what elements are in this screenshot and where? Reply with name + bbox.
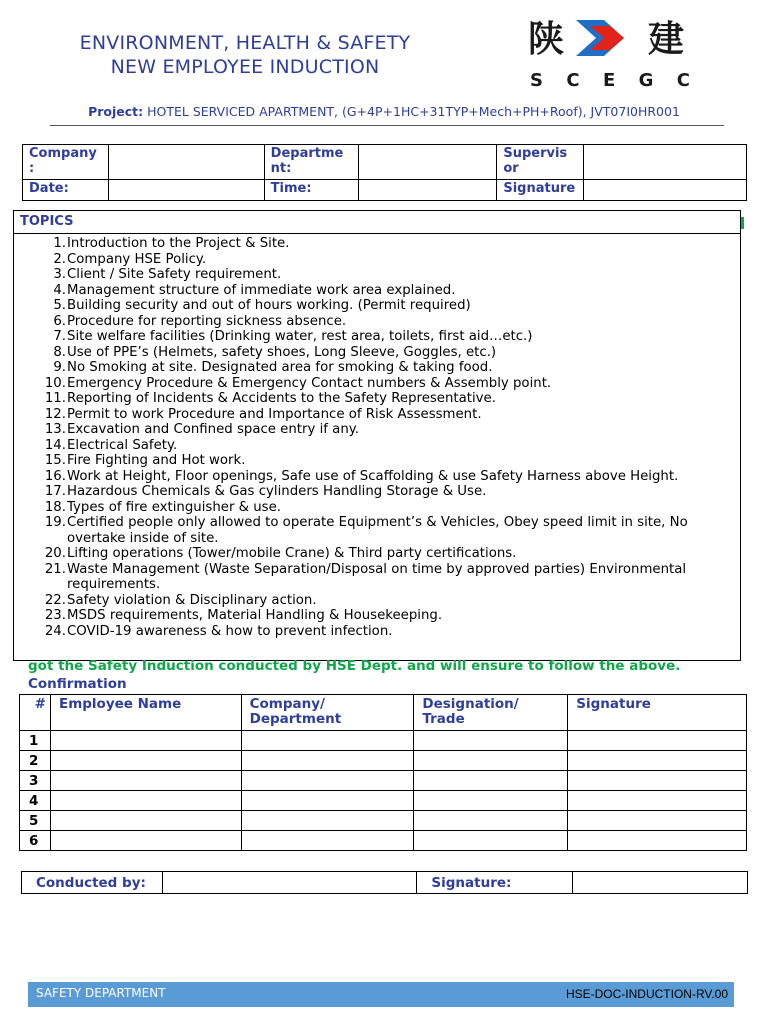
company-cell[interactable] bbox=[241, 811, 414, 831]
topic-number: 11. bbox=[44, 391, 66, 406]
topic-number: 9. bbox=[53, 360, 66, 375]
company-logo bbox=[528, 10, 693, 96]
table-row bbox=[20, 771, 747, 791]
topic-item bbox=[14, 515, 732, 546]
logo-letter: C bbox=[676, 70, 690, 91]
employee-name-cell[interactable] bbox=[50, 811, 241, 831]
time-field[interactable] bbox=[358, 180, 497, 201]
topic-number: 22. bbox=[44, 592, 66, 608]
topic-text: Types of fire extinguisher & use. bbox=[67, 499, 281, 515]
employee-name-cell[interactable] bbox=[50, 791, 241, 811]
topic-item bbox=[14, 593, 732, 609]
topic-text: Certified people only allowed to operate Equipment’s & Vehicles, Obey speed limit in site, No overtake inside of site. bbox=[67, 515, 688, 546]
logo-letter: S bbox=[530, 70, 543, 91]
signature-cell[interactable] bbox=[568, 831, 747, 851]
topic-item bbox=[14, 500, 732, 516]
supervisor-label: Supervis or bbox=[497, 145, 584, 180]
row-number: 3 bbox=[20, 771, 51, 791]
logo-chevron-icon bbox=[572, 12, 642, 64]
header-divider bbox=[50, 125, 724, 126]
company-cell[interactable] bbox=[241, 731, 414, 751]
topic-number: 14. bbox=[44, 437, 66, 453]
topic-number: 16. bbox=[44, 468, 66, 484]
time-label: Time: bbox=[264, 180, 358, 201]
column-header-signature: Signature bbox=[568, 695, 747, 731]
topic-text: Management structure of immediate work area explained. bbox=[67, 282, 456, 298]
signature-cell[interactable] bbox=[568, 811, 747, 831]
topic-number: 21. bbox=[44, 561, 66, 577]
project-label: Project: bbox=[88, 104, 144, 119]
topic-number: 7. bbox=[53, 329, 66, 344]
topic-number: 24. bbox=[44, 623, 66, 639]
row-number: 5 bbox=[20, 811, 51, 831]
topic-number: 19. bbox=[44, 515, 66, 530]
employee-name-cell[interactable] bbox=[50, 831, 241, 851]
logo-letter: C bbox=[566, 70, 580, 91]
logo-letter: G bbox=[638, 70, 654, 91]
topic-text: Emergency Procedure & Emergency Contact numbers & Assembly point. bbox=[67, 375, 552, 391]
topic-item bbox=[14, 376, 732, 392]
topics-heading: TOPICS bbox=[14, 211, 740, 234]
topic-text: Site welfare facilities (Drinking water, rest area, toilets, first aid…etc.) bbox=[67, 329, 533, 344]
topic-item bbox=[14, 407, 732, 423]
employee-name-cell[interactable] bbox=[50, 751, 241, 771]
conductor-signature-label: Signature: bbox=[417, 872, 573, 894]
logo-chinese-right: 建 bbox=[648, 19, 685, 60]
topic-number: 23. bbox=[44, 608, 66, 623]
topic-number: 3. bbox=[53, 267, 66, 282]
topics-list bbox=[14, 234, 740, 639]
topic-text: Electrical Safety. bbox=[67, 437, 178, 453]
topic-item bbox=[14, 438, 732, 454]
company-cell[interactable] bbox=[241, 831, 414, 851]
topic-text: Safety violation & Disciplinary action. bbox=[67, 592, 317, 608]
company-label: Company : bbox=[23, 145, 109, 180]
date-field[interactable] bbox=[108, 180, 264, 201]
topic-number: 13. bbox=[44, 422, 66, 437]
topic-item bbox=[14, 484, 732, 500]
row-number: 6 bbox=[20, 831, 51, 851]
topic-text: Hazardous Chemicals & Gas cylinders Handling Storage & Use. bbox=[67, 484, 487, 499]
logo-latin-letters bbox=[530, 70, 690, 91]
topic-number: 20. bbox=[44, 546, 66, 561]
company-field[interactable] bbox=[108, 145, 264, 180]
topic-text: Use of PPE’s (Helmets, safety shoes, Long Sleeve, Goggles, etc.) bbox=[67, 344, 497, 360]
company-cell[interactable] bbox=[241, 771, 414, 791]
column-header-number: # bbox=[20, 695, 51, 731]
table-row bbox=[20, 791, 747, 811]
topic-item bbox=[14, 546, 732, 562]
department-field[interactable] bbox=[358, 145, 497, 180]
topics-box bbox=[13, 210, 741, 661]
row-number: 2 bbox=[20, 751, 51, 771]
project-value: HOTEL SERVICED APARTMENT, (G+4P+1HC+31TYP+Mech+PH+Roof), JVT07I0HR001 bbox=[147, 104, 680, 119]
logo-chinese-left: 陕 bbox=[528, 19, 565, 60]
designation-cell[interactable] bbox=[414, 791, 568, 811]
footer-doc-code: HSE-DOC-INDUCTION-RV.00 bbox=[565, 987, 728, 1001]
topic-number: 8. bbox=[53, 344, 66, 360]
topic-item bbox=[14, 267, 732, 283]
employee-name-cell[interactable] bbox=[50, 771, 241, 791]
employee-rows bbox=[20, 731, 747, 851]
topic-item bbox=[14, 252, 732, 268]
topic-number: 2. bbox=[53, 251, 66, 267]
topic-number: 15. bbox=[44, 453, 66, 468]
topic-item bbox=[14, 391, 732, 407]
induction-info-form bbox=[22, 144, 747, 201]
column-header-employee-name: Employee Name bbox=[50, 695, 241, 731]
topic-item bbox=[14, 298, 732, 314]
topic-item bbox=[14, 360, 732, 376]
topic-item bbox=[14, 624, 732, 640]
topic-item bbox=[14, 562, 732, 593]
topic-number: 12. bbox=[44, 406, 66, 422]
table-row bbox=[20, 731, 747, 751]
signature-cell[interactable] bbox=[568, 731, 747, 751]
employee-signature-table bbox=[19, 694, 747, 851]
topic-text: Lifting operations (Tower/mobile Crane) & Third party certifications. bbox=[67, 546, 517, 561]
conducted-by-table bbox=[21, 871, 748, 894]
row-number: 4 bbox=[20, 791, 51, 811]
topic-text: Excavation and Confined space entry if any. bbox=[67, 422, 359, 437]
topic-text: Client / Site Safety requirement. bbox=[67, 267, 282, 282]
page-footer bbox=[28, 982, 734, 1007]
employee-name-cell[interactable] bbox=[50, 731, 241, 751]
conductor-signature-field[interactable] bbox=[573, 872, 748, 894]
topic-item bbox=[14, 329, 732, 345]
signature-cell[interactable] bbox=[568, 771, 747, 791]
column-header-designation: Designation/ Trade bbox=[414, 695, 568, 731]
topic-item bbox=[14, 469, 732, 485]
footer-department: SAFETY DEPARTMENT bbox=[36, 986, 166, 1000]
topic-text: Permit to work Procedure and Importance of Risk Assessment. bbox=[67, 406, 482, 422]
topic-number: 17. bbox=[44, 484, 66, 499]
topic-number: 10. bbox=[44, 375, 66, 391]
table-row bbox=[20, 751, 747, 771]
signature-cell[interactable] bbox=[568, 751, 747, 771]
topic-text: Fire Fighting and Hot work. bbox=[67, 453, 246, 468]
topic-text: Procedure for reporting sickness absence. bbox=[67, 313, 347, 329]
topic-text: Work at Height, Floor openings, Safe use of Scaffolding & use Safety Harness above Height. bbox=[67, 468, 679, 484]
signature-label: Signature bbox=[497, 180, 584, 201]
topic-item bbox=[14, 345, 732, 361]
department-label: Departme nt: bbox=[264, 145, 358, 180]
topic-item bbox=[14, 453, 732, 469]
signature-cell[interactable] bbox=[568, 791, 747, 811]
conducted-by-field[interactable] bbox=[162, 872, 416, 894]
topic-item bbox=[14, 422, 732, 438]
green-mark bbox=[741, 217, 744, 229]
project-line bbox=[0, 104, 768, 119]
table-row bbox=[20, 811, 747, 831]
topic-text: No Smoking at site. Designated area for smoking & taking food. bbox=[67, 360, 493, 375]
topic-item bbox=[14, 608, 732, 624]
document-title-line2: NEW EMPLOYEE INDUCTION bbox=[110, 56, 380, 78]
topic-text: Reporting of Incidents & Accidents to the Safety Representative. bbox=[67, 391, 496, 406]
topic-text: Introduction to the Project & Site. bbox=[67, 236, 290, 251]
column-header-company: Company/ Department bbox=[241, 695, 414, 731]
confirmation-statement: got the Safety Induction conducted by HSE Dept. and will ensure to follow the above. bbox=[28, 658, 681, 674]
topic-text: Company HSE Policy. bbox=[67, 251, 207, 267]
row-number: 1 bbox=[20, 731, 51, 751]
designation-cell[interactable] bbox=[414, 831, 568, 851]
document-title-line1: ENVIRONMENT, HEALTH & SAFETY bbox=[79, 32, 411, 54]
date-label: Date: bbox=[23, 180, 109, 201]
topic-number: 1. bbox=[53, 236, 66, 251]
company-cell[interactable] bbox=[241, 751, 414, 771]
logo-letter: E bbox=[602, 70, 616, 91]
topic-item bbox=[14, 236, 732, 252]
confirmation-label: Confirmation bbox=[28, 676, 127, 692]
supervisor-field[interactable] bbox=[584, 145, 747, 180]
topic-text: Building security and out of hours working. (Permit required) bbox=[67, 298, 471, 313]
topic-number: 6. bbox=[53, 313, 66, 329]
company-cell[interactable] bbox=[241, 791, 414, 811]
designation-cell[interactable] bbox=[414, 811, 568, 831]
topic-text: Waste Management (Waste Separation/Disposal on time by approved parties) Environmental requirements. bbox=[67, 561, 687, 592]
topic-number: 18. bbox=[44, 499, 66, 515]
topic-item bbox=[14, 314, 732, 330]
designation-cell[interactable] bbox=[414, 731, 568, 751]
designation-cell[interactable] bbox=[414, 771, 568, 791]
topic-text: COVID-19 awareness & how to prevent infection. bbox=[67, 623, 393, 639]
signature-field[interactable] bbox=[584, 180, 747, 201]
table-row bbox=[20, 831, 747, 851]
topic-text: MSDS requirements, Material Handling & Housekeeping. bbox=[67, 608, 443, 623]
topic-number: 5. bbox=[53, 298, 66, 313]
designation-cell[interactable] bbox=[414, 751, 568, 771]
topic-item bbox=[14, 283, 732, 299]
conducted-by-label: Conducted by: bbox=[22, 872, 163, 894]
topic-number: 4. bbox=[53, 282, 66, 298]
